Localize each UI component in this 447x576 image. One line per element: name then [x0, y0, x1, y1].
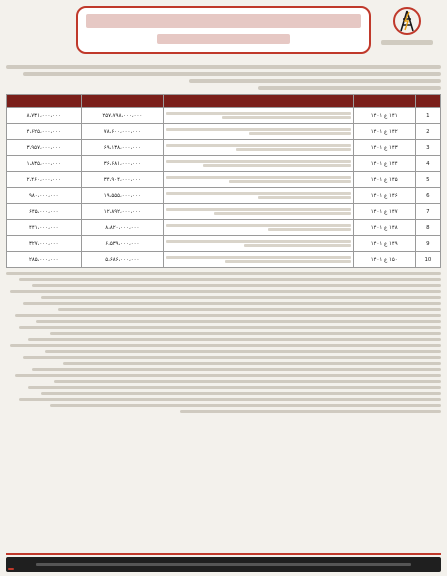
tender-description	[164, 108, 353, 124]
tender-number: ۱۵۰ ع ۱۴۰۱	[353, 252, 415, 268]
deposit-amount: ۲۸۵،۰۰۰،۰۰۰	[7, 252, 82, 268]
intro-text	[6, 65, 441, 90]
estimate-amount: ۲۵۷،۷۹۸،۰۰۰،۰۰۰	[81, 108, 164, 124]
notes-body	[6, 272, 441, 275]
tender-number: ۱۴۴ ع ۱۴۰۱	[353, 156, 415, 172]
estimate-amount: ۸،۸۲۰،۰۰۰،۰۰۰	[81, 220, 164, 236]
company-logo	[377, 6, 437, 58]
estimate-amount: ۵،۶۸۶،۰۰۰،۰۰۰	[81, 252, 164, 268]
row-index: 1	[415, 108, 440, 124]
table-row	[7, 204, 441, 220]
notice-header	[6, 4, 441, 62]
table-row	[7, 108, 441, 124]
tender-number: ۱۴۸ ع ۱۴۰۱	[353, 220, 415, 236]
table-row	[7, 140, 441, 156]
tender-description	[164, 252, 353, 268]
table-row	[7, 236, 441, 252]
deposit-amount: ۴۴۱،۰۰۰،۰۰۰	[7, 220, 82, 236]
tender-table	[6, 94, 441, 268]
notice-title	[86, 14, 361, 28]
tender-number: ۱۴۵ ع ۱۴۰۱	[353, 172, 415, 188]
table-row	[7, 220, 441, 236]
row-index: 7	[415, 204, 440, 220]
title-box	[76, 6, 371, 54]
deposit-amount: ۶۴۵،۰۰۰،۰۰۰	[7, 204, 82, 220]
notice-subtitle	[157, 34, 291, 44]
row-index: 6	[415, 188, 440, 204]
row-index: 8	[415, 220, 440, 236]
row-index: 9	[415, 236, 440, 252]
estimate-amount: ۶،۵۳۹،۰۰۰،۰۰۰	[81, 236, 164, 252]
estimate-amount: ۷۸،۶۰۰،۰۰۰،۰۰۰	[81, 124, 164, 140]
row-index: 4	[415, 156, 440, 172]
company-name	[381, 40, 433, 45]
estimate-amount: ۱۹،۵۵۵،۰۰۰،۰۰۰	[81, 188, 164, 204]
intro-paragraph	[6, 65, 441, 69]
tender-number: ۱۴۶ ع ۱۴۰۱	[353, 188, 415, 204]
table-body	[7, 108, 441, 268]
table-row	[7, 172, 441, 188]
tender-description	[164, 220, 353, 236]
tender-number: ۱۴۳ ع ۱۴۰۱	[353, 140, 415, 156]
table-row	[7, 252, 441, 268]
row-index: 10	[415, 252, 440, 268]
deposit-amount: ۴،۶۲۵،۰۰۰،۰۰۰	[7, 124, 82, 140]
section-heading	[258, 86, 441, 90]
footer-text	[36, 563, 411, 566]
table-header-row	[7, 95, 441, 108]
tender-description	[164, 140, 353, 156]
estimate-amount: ۶۹،۱۳۸،۰۰۰،۰۰۰	[81, 140, 164, 156]
row-index: 5	[415, 172, 440, 188]
tender-description	[164, 204, 353, 220]
footer-rule	[6, 553, 441, 555]
notice-notes	[6, 272, 441, 413]
deposit-amount: ۱،۸۳۵،۰۰۰،۰۰۰	[7, 156, 82, 172]
tender-number: ۱۴۷ ع ۱۴۰۱	[353, 204, 415, 220]
table-row	[7, 156, 441, 172]
deposit-amount: ۹۸۰،۰۰۰،۰۰۰	[7, 188, 82, 204]
col-header-row	[415, 95, 440, 108]
estimate-amount: ۳۴،۹۰۴،۰۰۰،۰۰۰	[81, 172, 164, 188]
intro-line	[23, 72, 441, 76]
table-row	[7, 124, 441, 140]
tender-description	[164, 188, 353, 204]
table-row	[7, 188, 441, 204]
page-number	[8, 568, 14, 570]
row-index: 3	[415, 140, 440, 156]
col-header-deposit	[7, 95, 82, 108]
col-header-number	[353, 95, 415, 108]
deposit-amount: ۳،۹۵۷،۰۰۰،۰۰۰	[7, 140, 82, 156]
tender-number: ۱۴۲ ع ۱۴۰۱	[353, 124, 415, 140]
deposit-amount: ۸،۷۳۱،۰۰۰،۰۰۰	[7, 108, 82, 124]
tender-description	[164, 172, 353, 188]
tender-number: ۱۴۱ ع ۱۴۰۱	[353, 108, 415, 124]
tender-description	[164, 236, 353, 252]
deposit-amount: ۲،۴۶۰،۰۰۰،۰۰۰	[7, 172, 82, 188]
tender-description	[164, 124, 353, 140]
intro-line	[189, 79, 441, 83]
tender-number: ۱۴۹ ع ۱۴۰۱	[353, 236, 415, 252]
estimate-amount: ۳۶،۶۸۱،۰۰۰،۰۰۰	[81, 156, 164, 172]
tender-description	[164, 156, 353, 172]
row-index: 2	[415, 124, 440, 140]
col-header-estimate	[81, 95, 164, 108]
estimate-amount: ۱۲،۸۹۲،۰۰۰،۰۰۰	[81, 204, 164, 220]
col-header-description	[164, 95, 353, 108]
power-tower-icon	[392, 6, 422, 36]
deposit-amount: ۳۲۷،۰۰۰،۰۰۰	[7, 236, 82, 252]
footer-banner	[6, 557, 441, 572]
